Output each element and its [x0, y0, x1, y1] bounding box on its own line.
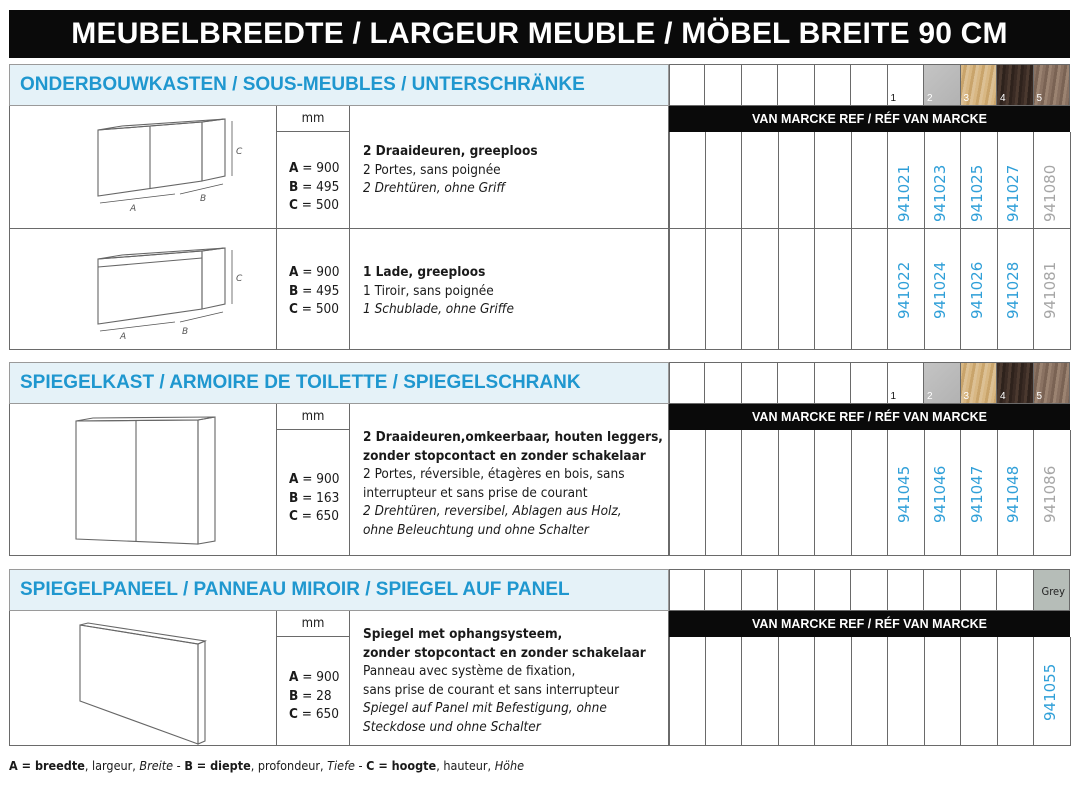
ref-cell	[669, 229, 706, 350]
grid-cell	[997, 569, 1034, 611]
section-title: ONDERBOUWKASTEN / SOUS-MEUBLES / UNTERSCHRÄNKE	[9, 64, 669, 106]
swatch-grid	[669, 362, 1071, 404]
dimensions: A = 900 B = 495 C = 500	[289, 264, 340, 317]
ref-code: 941086	[1034, 430, 1071, 556]
grid-cell	[778, 569, 815, 611]
grid-cell	[815, 64, 852, 106]
ref-cell	[669, 430, 706, 556]
page-banner: MEUBELBREEDTE / LARGEUR MEUBLE / MÖBEL BREITE 90 CM	[9, 10, 1070, 58]
ref-header: VAN MARCKE REF / RÉF VAN MARCKE	[669, 404, 1070, 430]
swatch-5-brown-wood: 5	[1034, 64, 1071, 106]
ref-code: 941046	[925, 430, 962, 556]
grid-cell	[705, 64, 742, 106]
table-row	[9, 637, 1070, 746]
swatch-1-white: 1	[888, 362, 925, 404]
swatch-grid	[669, 569, 1071, 611]
ref-cell	[779, 132, 816, 229]
ref-cell	[852, 132, 889, 229]
ref-code: 941022	[888, 229, 925, 350]
ref-cell	[998, 637, 1035, 746]
ref-cell	[706, 430, 743, 556]
table-row	[9, 132, 1070, 229]
ref-cell	[815, 637, 852, 746]
grid-cell	[669, 64, 706, 106]
ref-cell	[742, 637, 779, 746]
ref-cell	[742, 229, 779, 350]
ref-code: 941024	[925, 229, 962, 350]
grid-cell	[669, 569, 706, 611]
svg-text:B: B	[182, 327, 189, 337]
ref-cell	[669, 637, 706, 746]
swatch-2-grey: 2	[924, 64, 961, 106]
ref-code: 941047	[961, 430, 998, 556]
dimension-legend: A = breedte, largeur, Breite - B = diepte, profondeur, Tiefe - C = hoogte, hauteur, Höhe	[9, 758, 525, 773]
ref-cell	[815, 430, 852, 556]
dimensions: A = 900 B = 28 C = 650	[289, 669, 340, 722]
dimensions: A = 900 B = 163 C = 650	[289, 471, 340, 524]
grid-cell	[888, 569, 925, 611]
ref-cell	[669, 132, 706, 229]
grid-cell	[778, 64, 815, 106]
swatch-5-brown-wood: 5	[1034, 362, 1071, 404]
ref-code: 941080	[1034, 132, 1071, 229]
ref-cell	[888, 637, 925, 746]
swatch-4-dark-wood: 4	[997, 362, 1034, 404]
svg-text:C: C	[236, 274, 243, 284]
grid-cell	[851, 362, 888, 404]
ref-cell	[742, 132, 779, 229]
grid-cell	[815, 362, 852, 404]
section-base-cabinets	[9, 64, 1070, 350]
section-title: SPIEGELPANEEL / PANNEAU MIROIR / SPIEGEL AUF PANEL	[9, 569, 669, 611]
svg-text:B: B	[200, 194, 207, 204]
table-row	[9, 430, 1070, 556]
ref-cell	[852, 229, 889, 350]
ref-cell	[815, 229, 852, 350]
table-row	[9, 229, 1070, 350]
mm-label: mm	[277, 611, 350, 637]
swatch-3-oak: 3	[961, 64, 998, 106]
ref-code: 941081	[1034, 229, 1071, 350]
ref-cell	[852, 430, 889, 556]
grid-cell	[669, 362, 706, 404]
grid-cell	[851, 64, 888, 106]
grid-cell	[778, 362, 815, 404]
swatch-3-oak: 3	[961, 362, 998, 404]
ref-code: 941026	[961, 229, 998, 350]
grid-cell	[851, 569, 888, 611]
description: 1 Lade, greeploos 1 Tiroir, sans poignée 1 Schublade, ohne Griffe	[363, 264, 514, 317]
ref-code: 941055	[1034, 637, 1071, 746]
swatch-grid	[669, 64, 1071, 106]
ref-code: 941025	[961, 132, 998, 229]
ref-cell	[706, 637, 743, 746]
section-mirror-cabinet	[9, 362, 1070, 556]
ref-code: 941023	[925, 132, 962, 229]
description: 2 Draaideuren, greeploos 2 Portes, sans poignée 2 Drehtüren, ohne Griff	[363, 143, 538, 196]
swatch-4-dark-wood: 4	[997, 64, 1034, 106]
grid-cell	[705, 569, 742, 611]
grid-cell	[742, 569, 779, 611]
grid-cell	[924, 569, 961, 611]
swatch-grey: Grey	[1034, 569, 1071, 611]
ref-code: 941028	[998, 229, 1035, 350]
ref-cell	[706, 132, 743, 229]
svg-text:A: A	[120, 332, 127, 342]
svg-text:A: A	[130, 204, 137, 214]
section-mirror-panel	[9, 569, 1070, 746]
grid-cell	[815, 569, 852, 611]
ref-code: 941027	[998, 132, 1035, 229]
description: 2 Draaideuren,omkeerbaar, houten leggers, zonder stopcontact en zonder schakelaar 2 Portes, réversible, étagères en bois, sans interrupteur et sans prise de courant 2 Drehtüren, reversibel, Ablagen aus Holz, ohne Beleuchtung und ohne Schalter	[363, 429, 663, 538]
ref-header: VAN MARCKE REF / RÉF VAN MARCKE	[669, 106, 1070, 132]
ref-cell	[852, 637, 889, 746]
ref-cell	[925, 637, 962, 746]
ref-code: 941048	[998, 430, 1035, 556]
svg-text:C: C	[236, 147, 243, 157]
ref-cell	[742, 430, 779, 556]
ref-cell	[706, 229, 743, 350]
mm-label: mm	[277, 404, 350, 430]
section-title: SPIEGELKAST / ARMOIRE DE TOILETTE / SPIEGELSCHRANK	[9, 362, 669, 404]
ref-cell	[779, 637, 816, 746]
ref-code: 941021	[888, 132, 925, 229]
ref-cell	[815, 132, 852, 229]
ref-cell	[779, 229, 816, 350]
ref-cell	[961, 637, 998, 746]
swatch-1-white: 1	[888, 64, 925, 106]
ref-code: 941045	[888, 430, 925, 556]
description: Spiegel met ophangsysteem, zonder stopcontact en zonder schakelaar Panneau avec système de fixation, sans prise de courant et sans interrupteur Spiegel auf Panel mit Befestigung, ohne Steckdose und ohne Schalter	[363, 626, 646, 735]
ref-header: VAN MARCKE REF / RÉF VAN MARCKE	[669, 611, 1070, 637]
swatch-2-grey: 2	[924, 362, 961, 404]
grid-cell	[742, 64, 779, 106]
dimensions: A = 900 B = 495 C = 500	[289, 160, 340, 213]
grid-cell	[742, 362, 779, 404]
ref-cell	[779, 430, 816, 556]
mm-label: mm	[277, 106, 350, 132]
grid-cell	[705, 362, 742, 404]
grid-cell	[961, 569, 998, 611]
